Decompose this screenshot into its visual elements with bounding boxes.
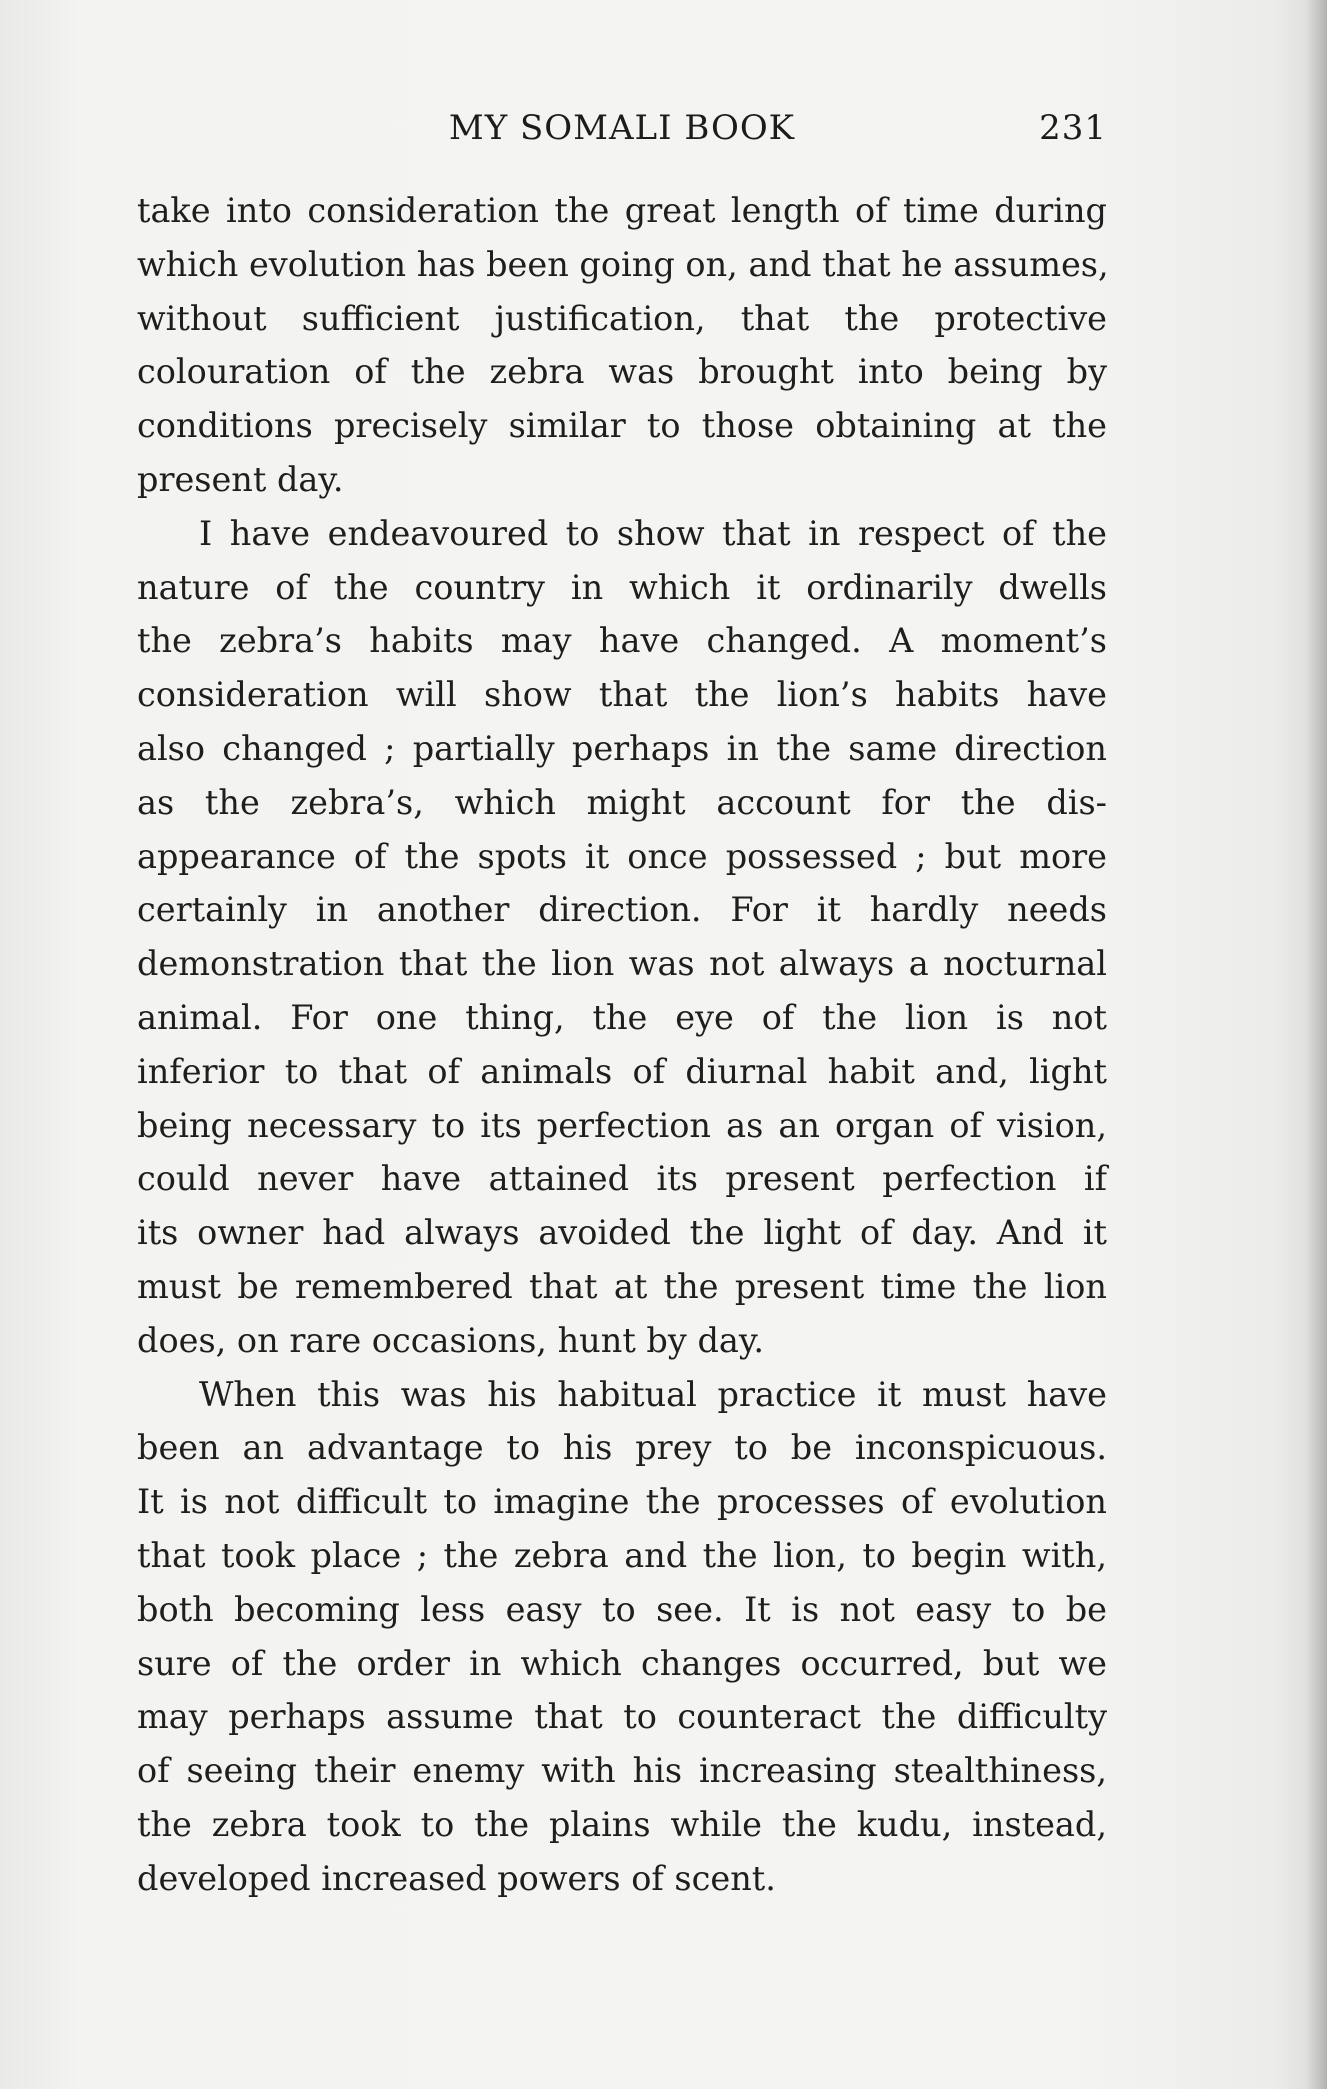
text-line: does, on rare occasions, hunt by day. [137, 1320, 764, 1360]
page-header [137, 108, 1107, 158]
text-line: consideration will show that the lion’s habits have [137, 675, 1107, 715]
text-line: certainly in another direction. For it hardly needs [137, 890, 1107, 930]
text-line: developed increased powers of scent. [137, 1858, 776, 1898]
text-line: that took place ; the zebra and the lion, to begin with, [137, 1535, 1107, 1575]
text-line: could never have attained its present perfection if [137, 1159, 1107, 1199]
text-line: which evolution has been going on, and that he assumes, [137, 244, 1109, 284]
text-line: When this was his habitual practice it must have [199, 1374, 1107, 1414]
text-line: its owner had always avoided the light of day. And it [137, 1213, 1107, 1253]
text-line: nature of the country in which it ordinarily dwells [137, 567, 1107, 607]
text-line: inferior to that of animals of diurnal habit and, light [137, 1051, 1107, 1091]
text-line: conditions precisely similar to those obtaining at the [137, 406, 1107, 446]
text-line: present day. [137, 459, 344, 499]
running-title: MY SOMALI BOOK [448, 108, 796, 148]
text-line: may perhaps assume that to counteract the difficulty [137, 1697, 1107, 1737]
text-line: animal. For one thing, the eye of the lion is not [137, 997, 1107, 1037]
text-line: being necessary to its perfection as an organ of vision, [137, 1105, 1107, 1145]
text-line: also changed ; partially perhaps in the same direction [137, 728, 1107, 768]
text-line: the zebra took to the plains while the kudu, instead, [137, 1804, 1107, 1844]
text-line: I have endeavoured to show that in respect of the [199, 513, 1107, 553]
text-line: demonstration that the lion was not always a nocturnal [137, 944, 1107, 984]
text-line: both becoming less easy to see. It is not easy to be [137, 1589, 1107, 1629]
text-line: of seeing their enemy with his increasing stealthiness, [137, 1751, 1107, 1791]
text-line: as the zebra’s, which might account for the dis- [137, 782, 1107, 822]
text-line: sure of the order in which changes occurred, but we [137, 1643, 1107, 1683]
text-line: take into consideration the great length of time during [137, 191, 1107, 230]
text-line: the zebra’s habits may have changed. A moment’s [137, 621, 1107, 661]
text-line: It is not difficult to imagine the processes of evolution [137, 1482, 1107, 1522]
page-edge-shadow [1305, 0, 1327, 2089]
text-line: been an advantage to his prey to be inconspicuous. [137, 1428, 1107, 1468]
text-line: appearance of the spots it once possessed ; but more [137, 836, 1107, 876]
page-number: 231 [1039, 108, 1107, 148]
text-line: must be remembered that at the present time the lion [137, 1266, 1107, 1306]
body-text [137, 184, 1107, 1906]
text-line: without sufficient justification, that the protective [137, 298, 1107, 338]
text-line: colouration of the zebra was brought into being by [137, 352, 1107, 392]
